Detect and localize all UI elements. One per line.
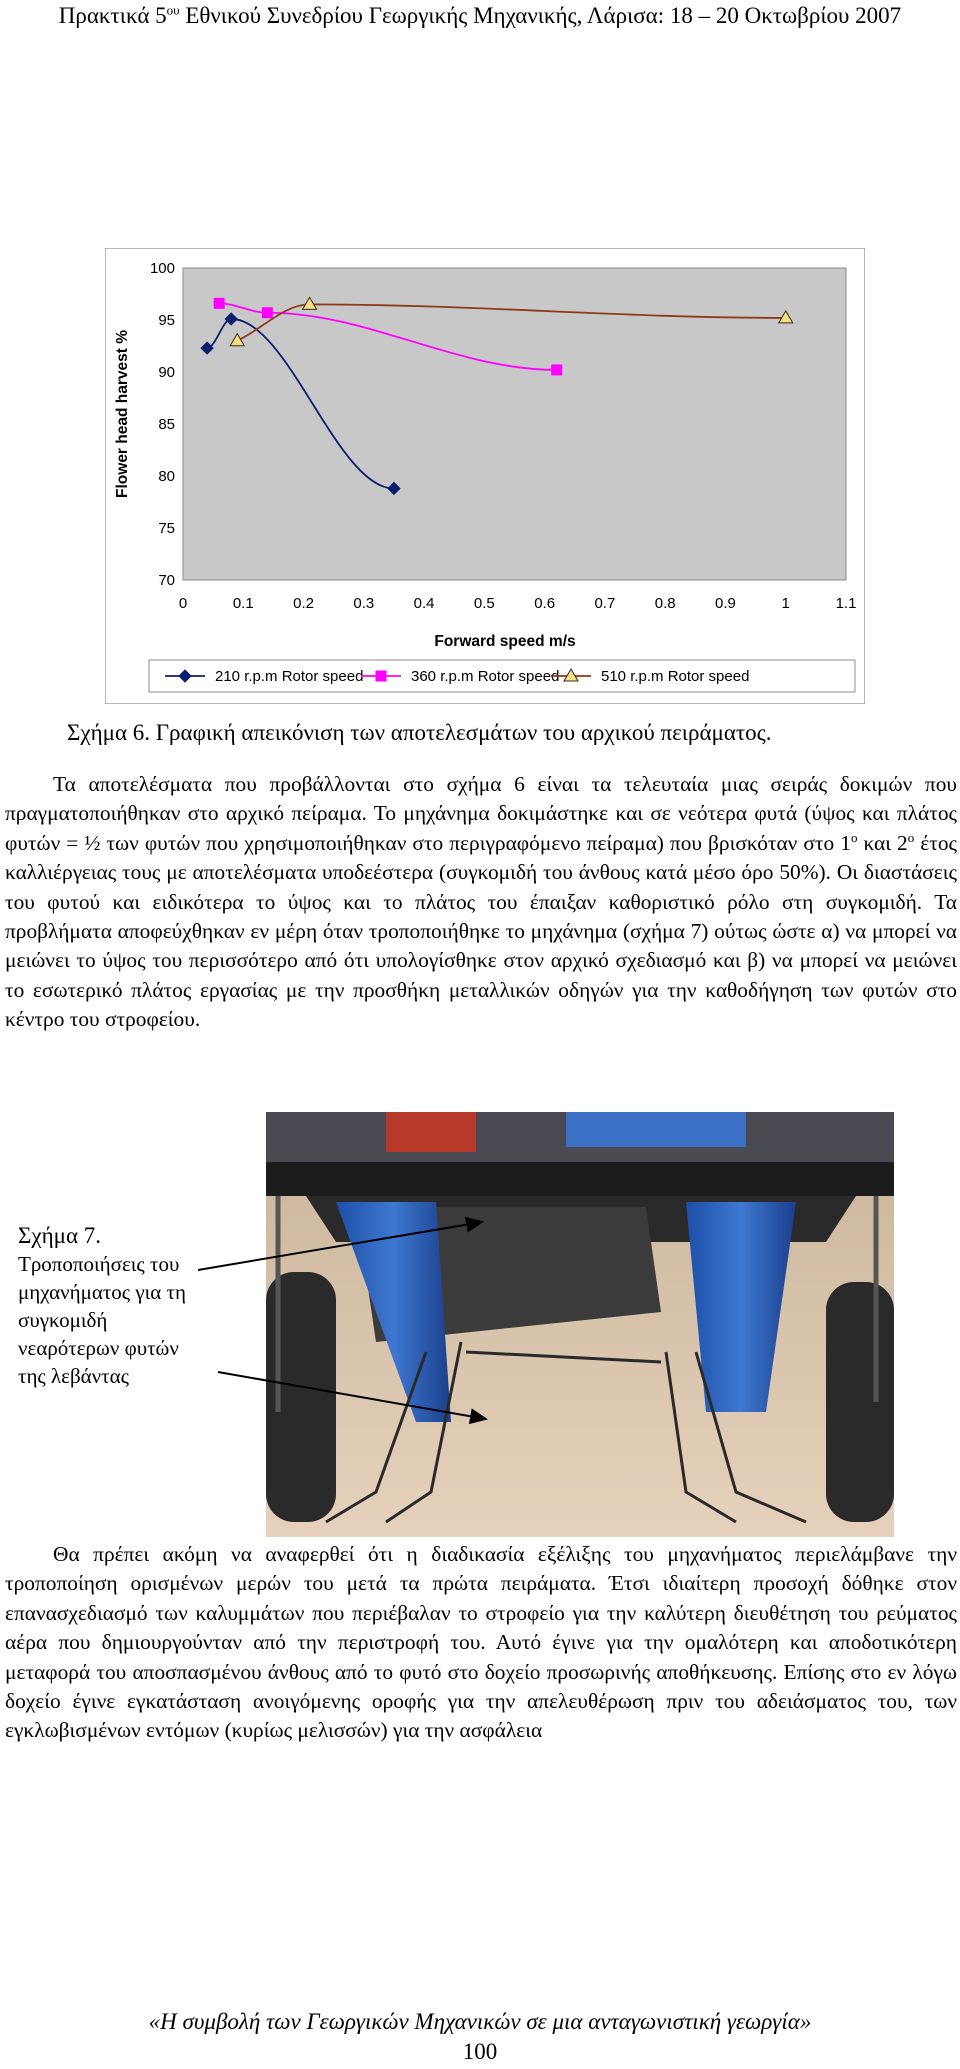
plot-area bbox=[183, 268, 846, 580]
y-tick-label: 90 bbox=[158, 364, 175, 381]
legend-label: 210 r.p.m Rotor speed bbox=[215, 668, 364, 685]
figure-7-pointer-arrows bbox=[0, 1112, 960, 1537]
page-footer bbox=[0, 2007, 960, 2067]
line-chart bbox=[105, 248, 865, 704]
data-point bbox=[214, 298, 224, 308]
arrow-to-cover bbox=[198, 1222, 482, 1270]
paragraph-development-text: Θα πρέπει ακόμη να αναφερθεί ότι η διαδικασία εξέλιξης του μηχανήματος περιελάμβανε την τροποποίηση ορισμένων μερών του μετά τα πρώτα πειράματα. Έτσι ιδιαίτερη προσοχή δόθηκε στον επανασχεδιασμό των καλυμμάτων που περιέβαλαν το στροφείο για την καλύτερη διευθέτηση του ρεύματος αέρα που δημιουργούνταν από την περιστροφή του. Αυτό έγινε για την ομαλότερη και αποδοτικότερη μεταφορά του αποσπασμένου άνθους από το φυτό στο δοχείο προσωρινής αποθήκευσης. Επίσης στο εν λόγω δοχείο έγινε εγκατάσταση ανοιγόμενης οροφής για την απελευθέρωση πριν του αδειάσματος του, των εγκλωβισμένων εντόμων (κυρίως μελισσών) για την ασφάλεια bbox=[5, 1542, 957, 1743]
x-tick-label: 0 bbox=[178, 595, 188, 612]
figure-7-caption-line: συγκομιδή bbox=[18, 1308, 108, 1332]
legend-label: 360 r.p.m Rotor speed bbox=[411, 668, 560, 685]
y-tick-label: 75 bbox=[158, 520, 175, 537]
y-tick-label: 80 bbox=[158, 468, 175, 485]
x-tick-label: 0.8 bbox=[654, 595, 676, 612]
y-tick-label: 95 bbox=[158, 312, 175, 329]
legend bbox=[165, 668, 749, 685]
figure-7-title: Σχήμα 7. bbox=[18, 1223, 102, 1248]
x-tick-label: 0.4 bbox=[413, 595, 435, 612]
paragraph-results-text: Τα αποτελέσματα που προβάλλονται στο σχήμα 6 είναι τα τελευταία μιας σειράς δοκιμών που πραγματοποιήθηκαν στο αρχικό πείραμα. Το μηχάνημα δοκιμάστηκε και σε νεότερα φυτά (ύψος και πλάτος φυτών = ½ των φυτών που χρησιμοποιήθηκαν στο περιγραφόμενο πείραμα) που βρισκόταν στο $1^o$ και $2^o$ έτος καλλιέργειας τους με αποτελέσματα υποδεέστερα (συγκομιδή του άνθους κατά μέσο όρο 50%). Οι διαστάσεις του φυτού και ειδικότερα το ύψος και το πλάτος του έπαιξαν καθοριστικό ρόλο στη συγκομιδή. Τα προβλήματα αποφεύχθηκαν εν μέρη όταν τροποποιήθηκε το μηχάνημα (σχήμα 7) ούτως ώστε α) να μπορεί να μειώνει το ύψος του περισσότερο από ότι υπολογίσθηκε στον αρχικό σχεδιασμό και β) να μπορεί να μειώνει το εσωτερικό πλάτος εργασίας με την προσθήκη μεταλλικών οδηγών για την καθοδήγηση των φυτών στο κέντρο του στροφείου. bbox=[5, 772, 958, 1032]
y-tick-label: 70 bbox=[158, 572, 175, 589]
x-tick-label: 0.3 bbox=[353, 595, 375, 612]
x-tick-label: 0.1 bbox=[232, 595, 254, 612]
figure-7-caption-line: της λεβάντας bbox=[18, 1364, 129, 1388]
x-tick-label: 0.6 bbox=[534, 595, 556, 612]
figure-7-caption-line: Τροποποιήσεις του bbox=[18, 1252, 180, 1276]
paragraph-development bbox=[5, 1540, 957, 1746]
figure-6-chart bbox=[105, 248, 865, 704]
x-tick-label: 0.5 bbox=[473, 595, 495, 612]
x-tick-label: 1 bbox=[781, 595, 790, 612]
legend-label: 510 r.p.m Rotor speed bbox=[601, 668, 750, 685]
page-number: 100 bbox=[462, 2039, 498, 2064]
running-header: Πρακτικά $5^{o\upsilon}$ Εθνικού Συνεδρίου Γεωργικής Μηχανικής, Λάρισα: 18 – 20 Οκτωβρίου 2007 bbox=[58, 2, 902, 28]
data-point bbox=[552, 365, 562, 375]
x-tick-label: 0.9 bbox=[715, 595, 736, 612]
legend-marker bbox=[376, 671, 386, 681]
x-tick-label: 1.1 bbox=[835, 595, 857, 612]
x-axis-label: Forward speed m/s bbox=[434, 633, 576, 650]
y-axis-label: Flower head harvest % bbox=[114, 330, 131, 498]
y-tick-label: 85 bbox=[158, 416, 175, 433]
x-tick-label: 0.2 bbox=[293, 595, 314, 612]
arrow-to-guides bbox=[218, 1372, 486, 1419]
paragraph-results bbox=[5, 770, 957, 1035]
figure-7-caption-line: μηχανήματος για τη bbox=[18, 1280, 186, 1304]
footer-motto: «Η συμβολή των Γεωργικών Μηχανικών σε μια ανταγωνιστική γεωργία» bbox=[148, 2009, 812, 2034]
y-tick-label: 100 bbox=[149, 260, 175, 277]
figure-7-caption-line: νεαρότερων φυτών bbox=[18, 1336, 179, 1360]
data-point bbox=[262, 308, 272, 318]
x-tick-label: 0.7 bbox=[594, 595, 616, 612]
figure-6-caption: Σχήμα 6. Γραφική απεικόνιση των αποτελεσμάτων του αρχικού πειράματος. bbox=[67, 720, 772, 745]
